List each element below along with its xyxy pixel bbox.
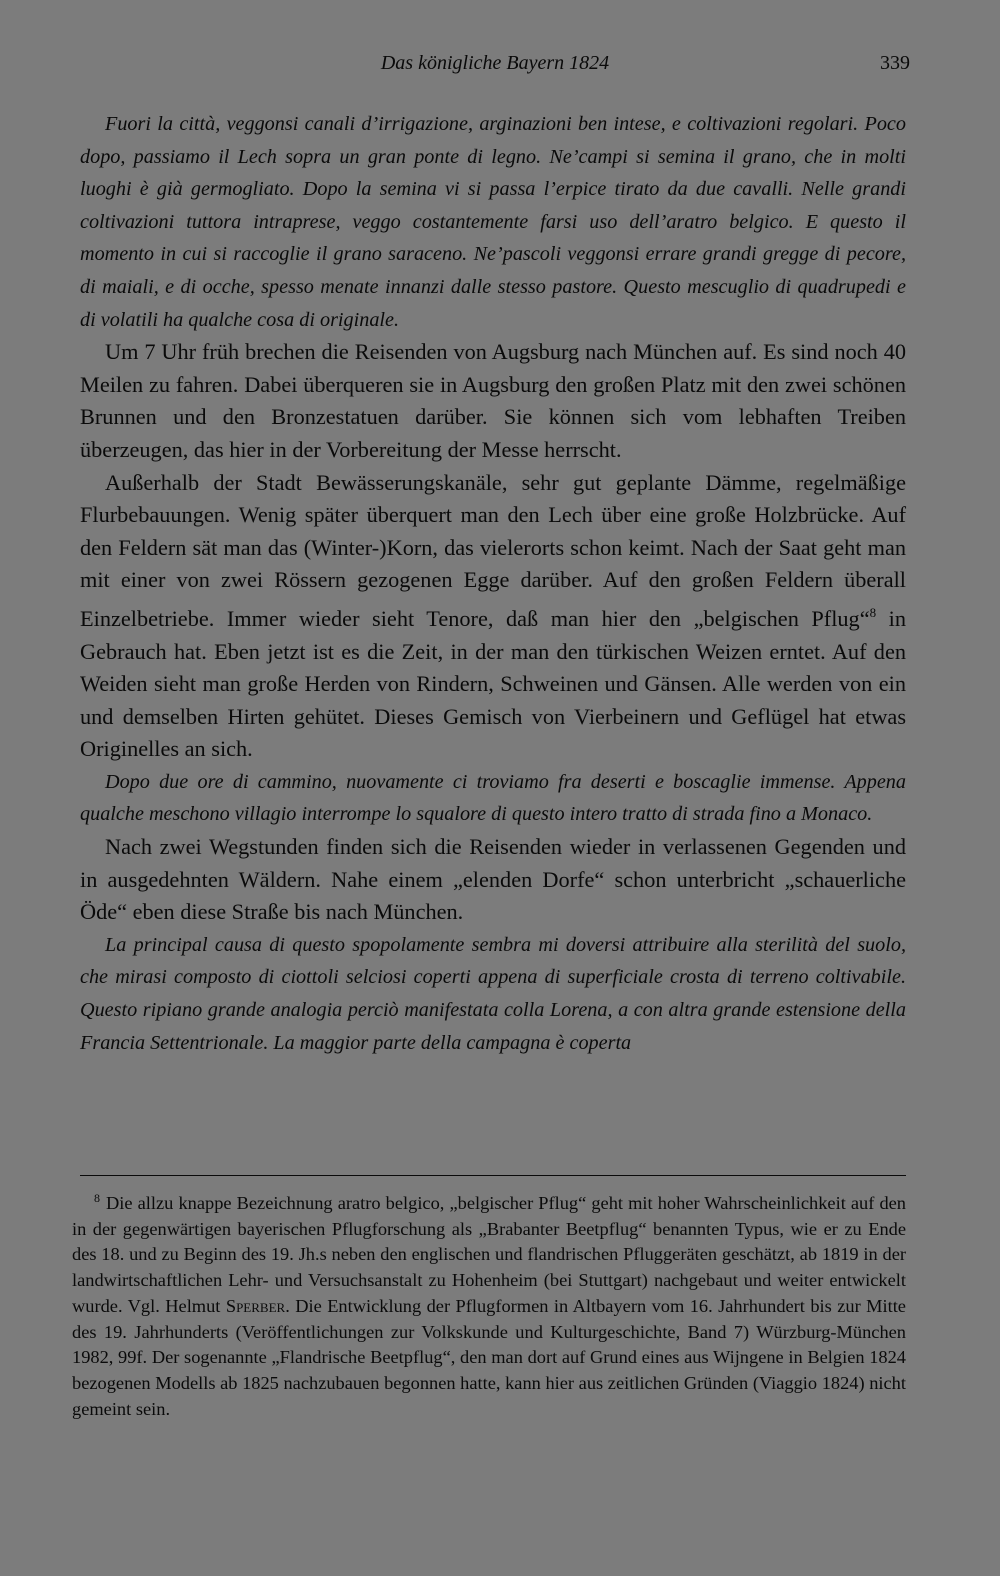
german-paragraph-3: Nach zwei Wegstunden finden sich die Reisenden wieder in verlassenen Gegenden und in ausgedehnten Wäldern. Nahe einem „elenden Dorfe“ schon unterbricht „schauerliche Öde“ eben diese Straße bis nach München. [80,834,906,925]
german-paragraph-2 [80,467,906,766]
footnote-divider [80,1175,906,1176]
page-number: 339 [880,52,910,74]
italian-quote-paragraph-3: La principal causa di questo spopolamente sembra mi doversi attribuire alla sterilità del suolo, che mirasi composto di ciottoli selciosi coperti appena di superficiale crosta di terreno coltivabile. Questo ripiano grande analogia perciò manifestata colla Lorena, a con altra grande estensione della Francia Settentrionale. La maggior parte della campagna è coperta [80,933,906,1054]
italian-quote-paragraph-2: Dopo due ore di cammino, nuovamente ci troviamo fra deserti e boscaglie immense. Appena qualche meschono villagio interrompe lo squalore di questo intero tratto di strada fino a Monaco. [80,770,906,826]
footnote-number: 8 [94,1191,100,1205]
footnote-text: . Die Entwicklung der Pflugformen in Altbayern vom 16. Jahrhundert bis zur Mitte des 19. Jahrhunderts (Veröffentlichungen zur Volkskunde und Kulturgeschichte, Band 7) Würzburg-München 1982, 99f. Der sogenannte „Flandrische Beetpflug“, den man dort auf Grund eines aus Wijngene in Belgien 1824 bezogenen Modells ab 1825 nachzubauen begonnen hatte, kann hier aus zeitlichen Gründen (Viaggio 1824) nicht gemeint sein. [72,1295,906,1419]
main-text [80,108,906,1059]
italian-quote-paragraph-1: Fuori la città, veggonsi canali d’irrigazione, arginazioni ben intese, e coltivazioni regolari. Poco dopo, passiamo il Lech sopra un gran ponte di legno. Ne’campi si semina il grano, che in molti luoghi è già germogliato. Dopo la semina vi si passa l’erpice tirato da due cavalli. Nelle grandi coltivazioni tuttora intraprese, veggo costantemente farsi uso dell’aratro belgico. E questo il momento in cui si raccoglie il grano saraceno. Ne’pascoli veggonsi errare grandi gregge di pecore, di maiali, e di ocche, spesso menate innanzi dalle stesso pastore. Questo mescuglio di quadrupedi e di volatili ha qualche cosa di originale. [80,113,906,331]
footnote-reference[interactable]: 8 [869,604,877,620]
paragraph-text: Außerhalb der Stadt Bewässerungskanäle, sehr gut geplante Dämme, regelmäßige Flurbebauungen. Wenig später überquert man den Lech über eine große Holzbrücke. Auf den Feldern sät man das (Winter-)Korn, das vielerorts schon keimt. Nach der Saat geht man mit einer von zwei Rössern gezogenen Egge darüber. Auf den großen Feldern überall Einzelbetriebe. Immer wieder sieht Tenore, daß man hier den „belgischen Pflug“ [80,469,906,631]
running-head [80,46,910,80]
paragraph-text: in Gebrauch hat. Eben jetzt ist es die Zeit, in der man den türkischen Weizen erntet. Auf den Weiden sieht man große Herden von Rindern, Schweinen und Gänsen. Alle werden von ein und demselben Hirten gehütet. Dieses Gemisch von Vierbeinern und Geflügel hat etwas Originelles an sich. [80,605,906,762]
footnote-author: Sperber [225,1295,286,1316]
footnote [72,1186,906,1422]
footnote-text: Die allzu knappe Bezeichnung aratro belgico, „belgischer Pflug“ geht mit hoher Wahrscheinlichkeit auf den in der gegenwärtigen bayerischen Pflugforschung als „Brabanter Beetpflug“ benannten Typus, wie er zu Ende des 18. und zu Beginn des 19. Jh.s neben den englischen und flandrischen Pfluggeräten geschätzt, ab 1819 in der landwirtschaftlichen Lehr- und Versuchsanstalt zu Hohenheim (bei Stuttgart) nachgebaut und weiter entwickelt wurde. Vgl. Helmut [72,1193,906,1316]
running-title: Das königliche Bayern 1824 [380,52,610,74]
german-paragraph-1: Um 7 Uhr früh brechen die Reisenden von Augsburg nach München auf. Es sind noch 40 Meilen zu fahren. Dabei überqueren sie in Augsburg den großen Platz mit den zwei schönen Brunnen und den Bronzestatuen darüber. Sie können sich vom lebhaften Treiben überzeugen, das hier in der Vorbereitung der Messe herrscht. [80,339,906,462]
